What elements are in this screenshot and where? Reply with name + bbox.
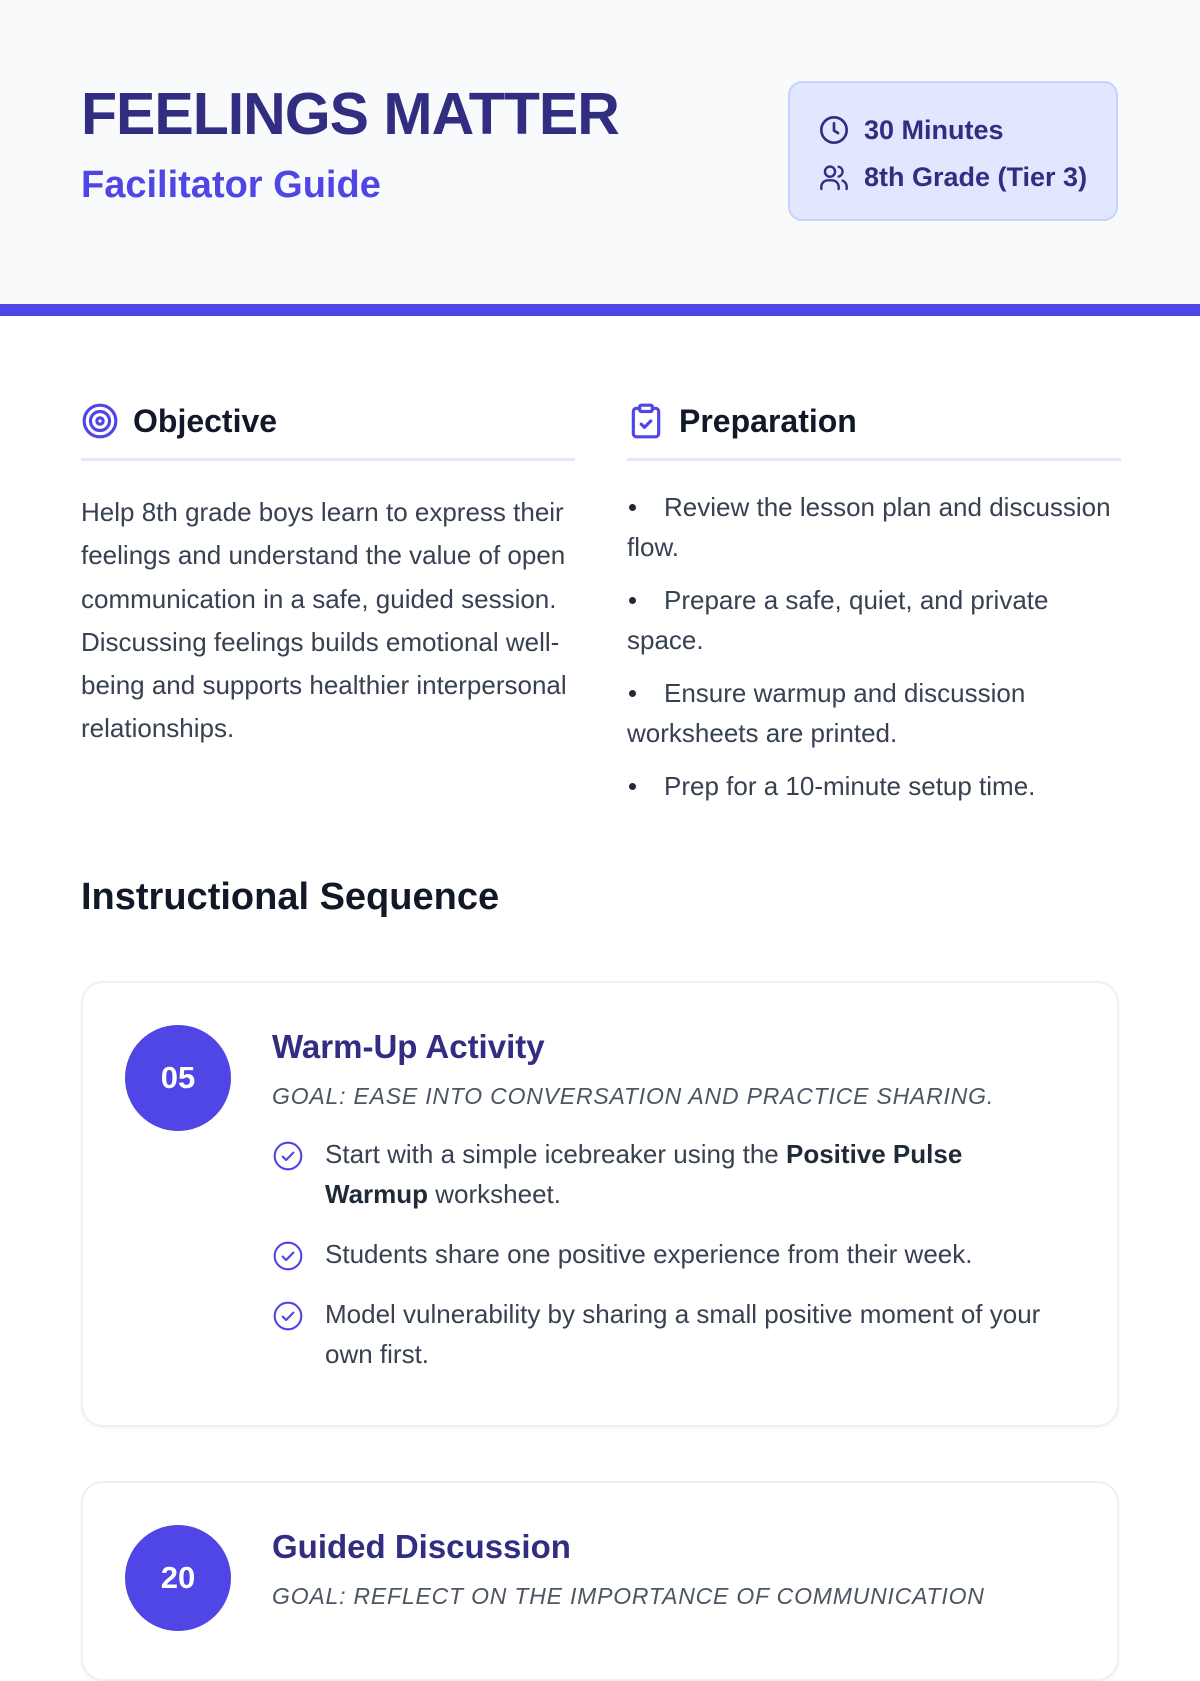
- list-item: [272, 1294, 1072, 1374]
- check-circle-icon: [272, 1140, 304, 1172]
- list-item: [272, 1134, 1072, 1214]
- objective-heading: Objective: [133, 402, 278, 439]
- step-items: [272, 1134, 1072, 1374]
- step-item-text: Start with a simple icebreaker using the: [325, 1139, 786, 1169]
- page-header: [0, 0, 1200, 316]
- duration-text: 30 Minutes: [864, 114, 1004, 145]
- step-card-body: [272, 1025, 1072, 1394]
- session-meta-box: [788, 81, 1118, 221]
- audience-row: [818, 160, 1087, 194]
- preparation-header: [627, 396, 1121, 461]
- page-subtitle: Facilitator Guide: [81, 164, 381, 206]
- step-goal: GOAL: EASE INTO CONVERSATION AND PRACTICE SHARING.: [272, 1083, 995, 1109]
- step-item-text: Students share one positive experience from their week.: [325, 1239, 973, 1269]
- list-item: Prepare a safe, quiet, and private space.: [627, 580, 1121, 660]
- list-item: Review the lesson plan and discussion flow.: [627, 487, 1121, 567]
- step-card-body: [272, 1525, 1072, 1610]
- worksheet-name: Positive Pulse Warmup: [325, 1139, 963, 1209]
- audience-text: 8th Grade (Tier 3): [864, 161, 1088, 192]
- step-goal: GOAL: REFLECT ON THE IMPORTANCE OF COMMUNICATION: [272, 1583, 985, 1609]
- duration-row: [818, 113, 1004, 147]
- clock-icon: [818, 114, 850, 146]
- step-minutes-badge: 05: [125, 1025, 231, 1131]
- check-circle-icon: [272, 1300, 304, 1332]
- list-item: [272, 1234, 1072, 1274]
- step-card-discussion: [81, 1481, 1119, 1681]
- sequence-heading: Instructional Sequence: [81, 876, 500, 918]
- step-title: Warm-Up Activity: [272, 1028, 545, 1065]
- objective-section: [81, 396, 575, 751]
- preparation-section: [627, 396, 1121, 819]
- check-circle-icon: [272, 1240, 304, 1272]
- step-item-text: Model vulnerability by sharing a small positive moment of your own first.: [325, 1299, 1041, 1369]
- list-item: Prep for a 10-minute setup time.: [627, 766, 1121, 806]
- objective-header: [81, 396, 575, 461]
- objective-text: Help 8th grade boys learn to express their feelings and understand the value of open communication in a safe, guided session. Discussing feelings builds emotional well-being and supports healthier interpersonal relationships.: [81, 497, 567, 744]
- step-card-warmup: [81, 981, 1119, 1427]
- preparation-heading: Preparation: [679, 402, 857, 439]
- users-icon: [818, 161, 850, 193]
- step-minutes-badge: 20: [125, 1525, 231, 1631]
- preparation-list: [627, 487, 1121, 806]
- clipboard-check-icon: [627, 402, 665, 440]
- list-item: Ensure warmup and discussion worksheets are printed.: [627, 673, 1121, 753]
- target-icon: [81, 402, 119, 440]
- page-title: FEELINGS MATTER: [81, 81, 619, 147]
- step-title: Guided Discussion: [272, 1528, 571, 1565]
- step-item-text: worksheet.: [428, 1179, 561, 1209]
